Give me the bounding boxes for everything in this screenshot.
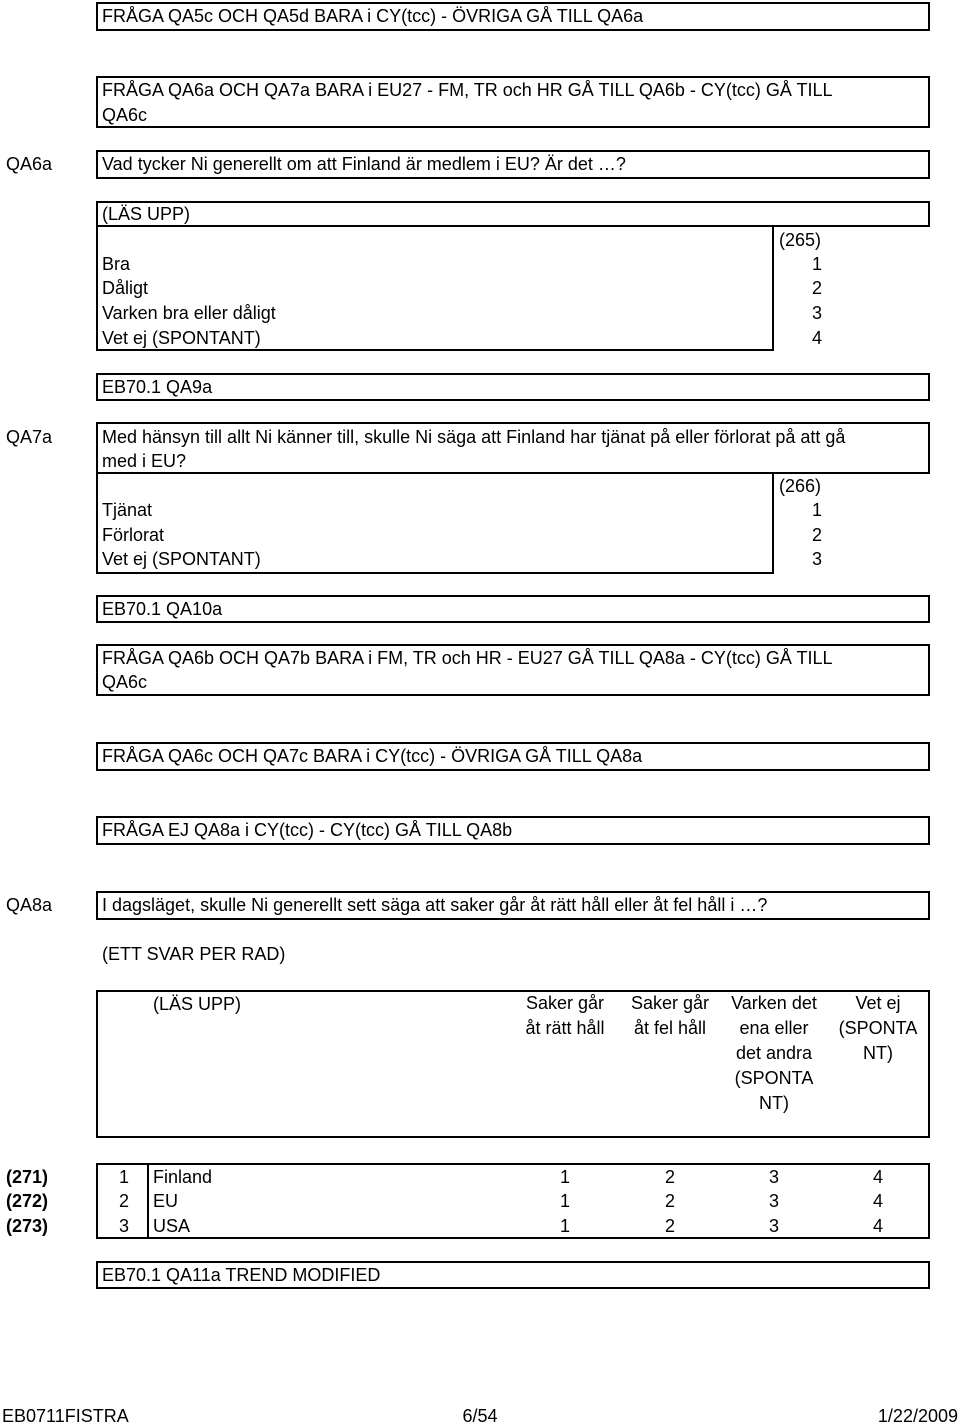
per-row-instruction: (ETT SVAR PER RAD) (102, 944, 286, 964)
instruction-text-5: FRÅGA EJ QA8a i CY(tcc) - CY(tcc) GÅ TILL QA8b (102, 820, 513, 840)
row-answer-code: 4 (872, 1167, 883, 1187)
column-header-line: NT) (759, 1093, 789, 1113)
instruction-text-3-line2: QA6c (102, 672, 148, 692)
column-header-wrong-direction (618, 991, 722, 1041)
column-header-line: Vet ej (855, 993, 901, 1013)
row-answer-code: 4 (872, 1216, 883, 1236)
row-code: (271) (6, 1167, 49, 1187)
row-answer-code: 2 (664, 1191, 675, 1211)
footer-document-id: EB0711FISTRA (2, 1406, 129, 1426)
question-id: QA6a (6, 154, 53, 174)
row-number: 2 (119, 1191, 130, 1211)
footer-date: 1/22/2009 (877, 1406, 958, 1426)
option-label: Varken bra eller dåligt (102, 303, 276, 323)
row-label: EU (153, 1191, 179, 1211)
source-ref: EB70.1 QA10a (102, 599, 223, 619)
footer-page-number: 6/54 (462, 1406, 498, 1426)
column-header-line: NT) (863, 1043, 893, 1063)
instruction-text-3-line1: FRÅGA QA6b OCH QA7b BARA i FM, TR och HR - EU27 GÅ TILL QA8a - CY(tcc) GÅ TILL (102, 648, 833, 668)
row-number: 3 (119, 1216, 130, 1236)
row-answer-code: 2 (664, 1167, 675, 1187)
option-label: Tjänat (102, 500, 153, 520)
column-header-line: åt rätt håll (525, 1018, 605, 1038)
column-header-neither (722, 991, 826, 1116)
column-header-line: ena eller (739, 1018, 809, 1038)
answer-box (96, 201, 930, 227)
read-out-label: (LÄS UPP) (102, 204, 191, 224)
option-label: Bra (102, 254, 131, 274)
variable-code: (266) (778, 476, 822, 496)
row-label: Finland (153, 1167, 213, 1187)
instruction-text-1: FRÅGA QA5c OCH QA5d BARA i CY(tcc) - ÖVRIGA GÅ TILL QA6a (102, 6, 644, 26)
column-header-line: (SPONTA (838, 1018, 918, 1038)
row-answer-code: 3 (768, 1167, 779, 1187)
question-text-line2: med i EU? (102, 451, 187, 471)
instruction-text-2-line1: FRÅGA QA6a OCH QA7a BARA i EU27 - FM, TR och HR GÅ TILL QA6b - CY(tcc) GÅ TILL (102, 80, 833, 100)
option-code: 1 (811, 254, 822, 274)
source-ref: EB70.1 QA11a TREND MODIFIED (102, 1265, 381, 1285)
option-label: Vet ej (SPONTANT) (102, 328, 261, 348)
question-id: QA7a (6, 427, 53, 447)
option-label: Dåligt (102, 278, 149, 298)
row-answer-code: 3 (768, 1216, 779, 1236)
option-label: Vet ej (SPONTANT) (102, 549, 261, 569)
variable-code: (265) (778, 230, 822, 250)
question-text: Vad tycker Ni generellt om att Finland är medlem i EU? Är det …? (102, 154, 626, 174)
column-header-line: Varken det (731, 993, 817, 1013)
row-code: (272) (6, 1191, 49, 1211)
option-code: 1 (811, 500, 822, 520)
column-header-dont-know (826, 991, 930, 1066)
column-header-line: (SPONTA (734, 1068, 814, 1088)
row-number: 1 (119, 1167, 130, 1187)
row-label: USA (153, 1216, 191, 1236)
row-answer-code: 2 (664, 1216, 675, 1236)
column-header-line: Saker går (525, 993, 605, 1013)
option-label: Förlorat (102, 525, 165, 545)
instruction-text-2-line2: QA6c (102, 105, 148, 125)
option-code: 3 (811, 303, 822, 323)
row-answer-code: 3 (768, 1191, 779, 1211)
row-code: (273) (6, 1216, 49, 1236)
question-text-line1: Med hänsyn till allt Ni känner till, skulle Ni säga att Finland har tjänat på eller förlorat på att gå (102, 427, 846, 447)
source-ref: EB70.1 QA9a (102, 377, 213, 397)
question-id: QA8a (6, 895, 53, 915)
option-code: 2 (811, 278, 822, 298)
option-code: 4 (811, 328, 822, 348)
row-answer-code: 1 (559, 1216, 570, 1236)
grid-divider (147, 1163, 149, 1239)
row-answer-code: 1 (559, 1167, 570, 1187)
source-ref-box (96, 373, 930, 401)
grid-read-out-label: (LÄS UPP) (153, 994, 242, 1014)
column-header-line: det andra (735, 1043, 813, 1063)
column-header-line: Saker går (630, 993, 710, 1013)
question-text: I dagsläget, skulle Ni generellt sett säga att saker går åt rätt håll eller åt fel håll i …? (102, 895, 768, 915)
instruction-text-4: FRÅGA QA6c OCH QA7c BARA i CY(tcc) - ÖVRIGA GÅ TILL QA8a (102, 746, 643, 766)
option-code: 2 (811, 525, 822, 545)
row-answer-code: 4 (872, 1191, 883, 1211)
option-code: 3 (811, 549, 822, 569)
column-header-line: åt fel håll (633, 1018, 707, 1038)
column-header-right-direction (512, 991, 618, 1041)
row-answer-code: 1 (559, 1191, 570, 1211)
